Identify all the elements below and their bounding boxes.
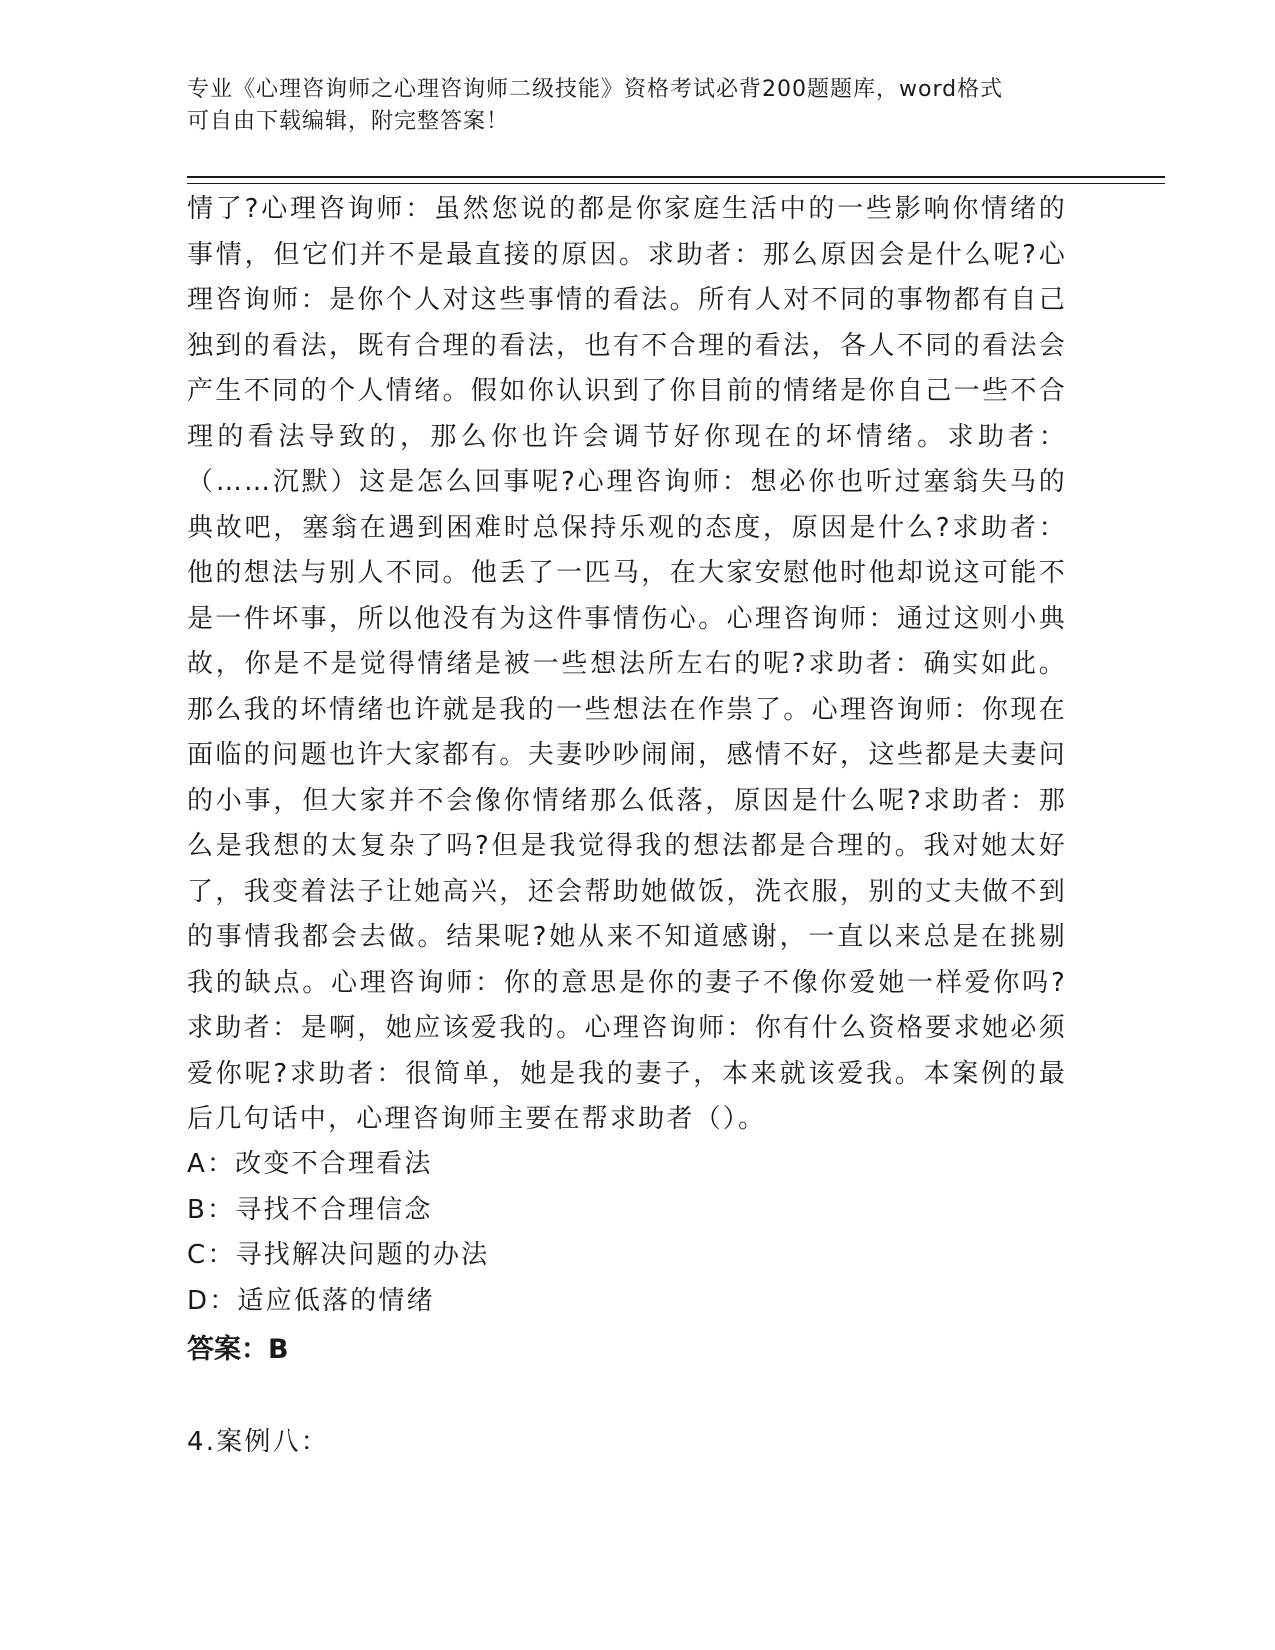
option-d: D：适应低落的情绪: [187, 1285, 435, 1316]
option-b: B：寻找不合理信念: [187, 1194, 433, 1225]
question-stem: 情了?心理咨询师：虽然您说的都是你家庭生活中的一些影响你情绪的事情，但它们并不是最直接的原因。求助者：那么原因会是什么呢?心理咨询师：是你个人对这些事情的看法。所有人对不同的事物都有自己独到的看法，既有合理的看法，也有不合理的看法，各人不同的看法会产生不同的个人情绪。假如你认识到了你目前的情绪是你自己一些不合理的看法导致的，那么你也许会调节好你现在的坏情绪。求助者：（……沉默）这是怎么回事呢?心理咨询师：想必你也听过塞翁失马的典故吧，塞翁在遇到困难时总保持乐观的态度，原因是什么?求助者：他的想法与别人不同。他丢了一匹马，在大家安慰他时他却说这可能不是一件坏事，所以他没有为这件事情伤心。心理咨询师：通过这则小典故，你是不是觉得情绪是被一些想法所左右的呢?求助者：确实如此。那么我的坏情绪也许就是我的一些想法在作祟了。心理咨询师：你现在面临的问题也许大家都有。夫妻吵吵闹闹，感情不好，这些都是夫妻问的小事，但大家并不会像你情绪那么低落，原因是什么呢?求助者：那么是我想的太复杂了吗?但是我觉得我的想法都是合理的。我对她太好了，我变着法子让她高兴，还会帮助她做饭，洗衣服，别的丈夫做不到的事情我都会去做。结果呢?她从来不知道感谢，一直以来总是在挑剔我的缺点。心理咨询师：你的意思是你的妻子不像你爱她一样爱你吗?求助者：是啊，她应该爱我的。心理咨询师：你有什么资格要求她必须爱你呢?求助者：很简单，她是我的妻子，本来就该爱我。本案例的最后几句话中，心理咨询师主要在帮求助者（）。: [187, 194, 1067, 1134]
header-rule-thick: [187, 176, 1165, 178]
header-rule-thin: [187, 183, 1165, 184]
header-line-2: 可自由下载编辑，附完整答案！: [187, 109, 510, 134]
answer-key: 答案：B: [187, 1334, 289, 1365]
option-c: C：寻找解决问题的办法: [187, 1240, 490, 1270]
header-line-1: 专业《心理咨询师之心理咨询师二级技能》资格考试必背200题题库，word格式: [187, 77, 1004, 102]
document-header: [187, 74, 1087, 138]
answer-options: [187, 1142, 489, 1324]
option-a: A：改变不合理看法: [187, 1149, 433, 1179]
next-question-heading: 4.案例八：: [187, 1427, 330, 1457]
